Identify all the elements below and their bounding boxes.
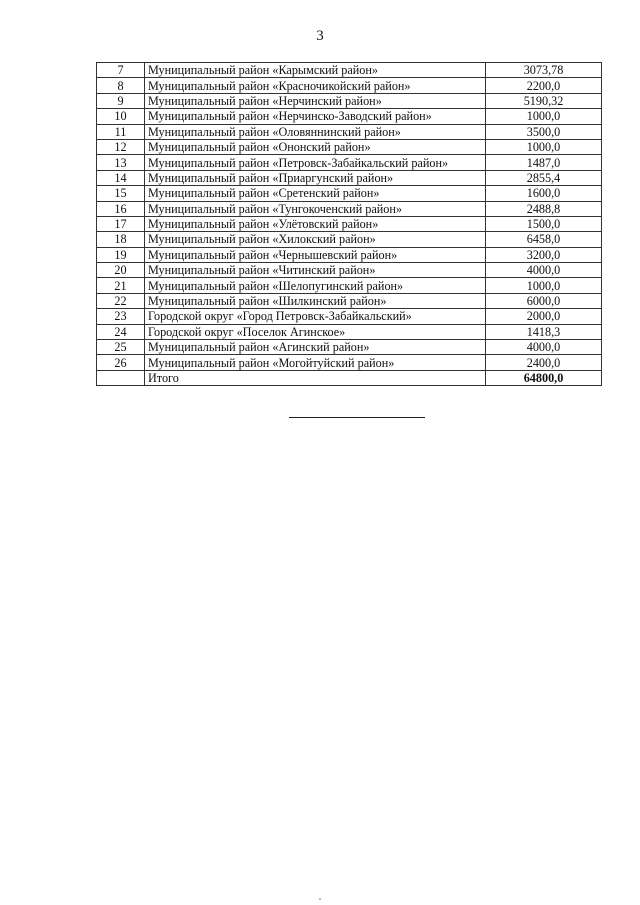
- table-row: [97, 155, 602, 170]
- total-row-number: [97, 370, 145, 385]
- scan-speck: [319, 898, 321, 900]
- row-amount: 6458,0: [486, 232, 602, 247]
- row-number: 25: [97, 340, 145, 355]
- row-name: Муниципальный район «Хилокский район»: [145, 232, 486, 247]
- table-row: [97, 109, 602, 124]
- row-number: 12: [97, 139, 145, 154]
- row-name: Муниципальный район «Приаргунский район»: [145, 170, 486, 185]
- closing-rule-line: [289, 417, 425, 418]
- table-row: [97, 232, 602, 247]
- row-number: 10: [97, 109, 145, 124]
- row-number: 23: [97, 309, 145, 324]
- table-row: [97, 309, 602, 324]
- row-name: Муниципальный район «Петровск-Забайкальский район»: [145, 155, 486, 170]
- table-row: [97, 340, 602, 355]
- table-row: [97, 263, 602, 278]
- row-amount: 6000,0: [486, 293, 602, 308]
- row-number: 15: [97, 186, 145, 201]
- row-amount: 1500,0: [486, 216, 602, 231]
- table-row: [97, 216, 602, 231]
- table-row: [97, 293, 602, 308]
- row-name: Муниципальный район «Могойтуйский район»: [145, 355, 486, 370]
- row-name: Муниципальный район «Оловяннинский район»: [145, 124, 486, 139]
- row-number: 13: [97, 155, 145, 170]
- row-number: 16: [97, 201, 145, 216]
- table-row: [97, 139, 602, 154]
- row-number: 19: [97, 247, 145, 262]
- row-number: 9: [97, 93, 145, 108]
- row-name: Муниципальный район «Красночикойский район»: [145, 78, 486, 93]
- row-amount: 2855,4: [486, 170, 602, 185]
- row-amount: 1487,0: [486, 155, 602, 170]
- row-amount: 4000,0: [486, 263, 602, 278]
- row-amount: 2000,0: [486, 309, 602, 324]
- table-row: [97, 247, 602, 262]
- row-name: Муниципальный район «Нерчинский район»: [145, 93, 486, 108]
- row-number: 7: [97, 63, 145, 78]
- row-amount: 2488,8: [486, 201, 602, 216]
- row-amount: 1418,3: [486, 324, 602, 339]
- table-row: [97, 186, 602, 201]
- row-number: 22: [97, 293, 145, 308]
- row-name: Муниципальный район «Улётовский район»: [145, 216, 486, 231]
- table-row: [97, 201, 602, 216]
- row-amount: 2400,0: [486, 355, 602, 370]
- row-number: 11: [97, 124, 145, 139]
- table-row: [97, 78, 602, 93]
- total-row: [97, 370, 602, 385]
- row-amount: 1000,0: [486, 109, 602, 124]
- row-amount: 3073,78: [486, 63, 602, 78]
- row-name: Муниципальный район «Агинский район»: [145, 340, 486, 355]
- row-amount: 1000,0: [486, 139, 602, 154]
- row-amount: 4000,0: [486, 340, 602, 355]
- row-number: 21: [97, 278, 145, 293]
- row-name: Муниципальный район «Тунгокоченский район»: [145, 201, 486, 216]
- table-row: [97, 170, 602, 185]
- total-row-label: Итого: [145, 370, 486, 385]
- row-amount: 1600,0: [486, 186, 602, 201]
- table-row: [97, 355, 602, 370]
- row-name: Муниципальный район «Читинский район»: [145, 263, 486, 278]
- row-number: 17: [97, 216, 145, 231]
- row-name: Муниципальный район «Сретенский район»: [145, 186, 486, 201]
- row-name: Городской округ «Поселок Агинское»: [145, 324, 486, 339]
- row-number: 18: [97, 232, 145, 247]
- page-number: 3: [316, 28, 324, 44]
- row-number: 26: [97, 355, 145, 370]
- row-number: 20: [97, 263, 145, 278]
- table-row: [97, 278, 602, 293]
- row-amount: 5190,32: [486, 93, 602, 108]
- row-number: 8: [97, 78, 145, 93]
- row-name: Муниципальный район «Карымский район»: [145, 63, 486, 78]
- row-name: Муниципальный район «Шилкинский район»: [145, 293, 486, 308]
- row-name: Муниципальный район «Шелопугинский район»: [145, 278, 486, 293]
- table-body: [97, 63, 602, 371]
- allocation-table: [96, 62, 602, 386]
- row-name: Муниципальный район «Ононский район»: [145, 139, 486, 154]
- total-row-amount: 64800,0: [486, 370, 602, 385]
- table-row: [97, 324, 602, 339]
- row-number: 14: [97, 170, 145, 185]
- row-number: 24: [97, 324, 145, 339]
- row-amount: 1000,0: [486, 278, 602, 293]
- row-amount: 3500,0: [486, 124, 602, 139]
- row-amount: 2200,0: [486, 78, 602, 93]
- row-name: Городской округ «Город Петровск-Забайкальский»: [145, 309, 486, 324]
- table-row: [97, 63, 602, 78]
- table-row: [97, 124, 602, 139]
- row-name: Муниципальный район «Нерчинско-Заводский район»: [145, 109, 486, 124]
- row-amount: 3200,0: [486, 247, 602, 262]
- table-row: [97, 93, 602, 108]
- row-name: Муниципальный район «Чернышевский район»: [145, 247, 486, 262]
